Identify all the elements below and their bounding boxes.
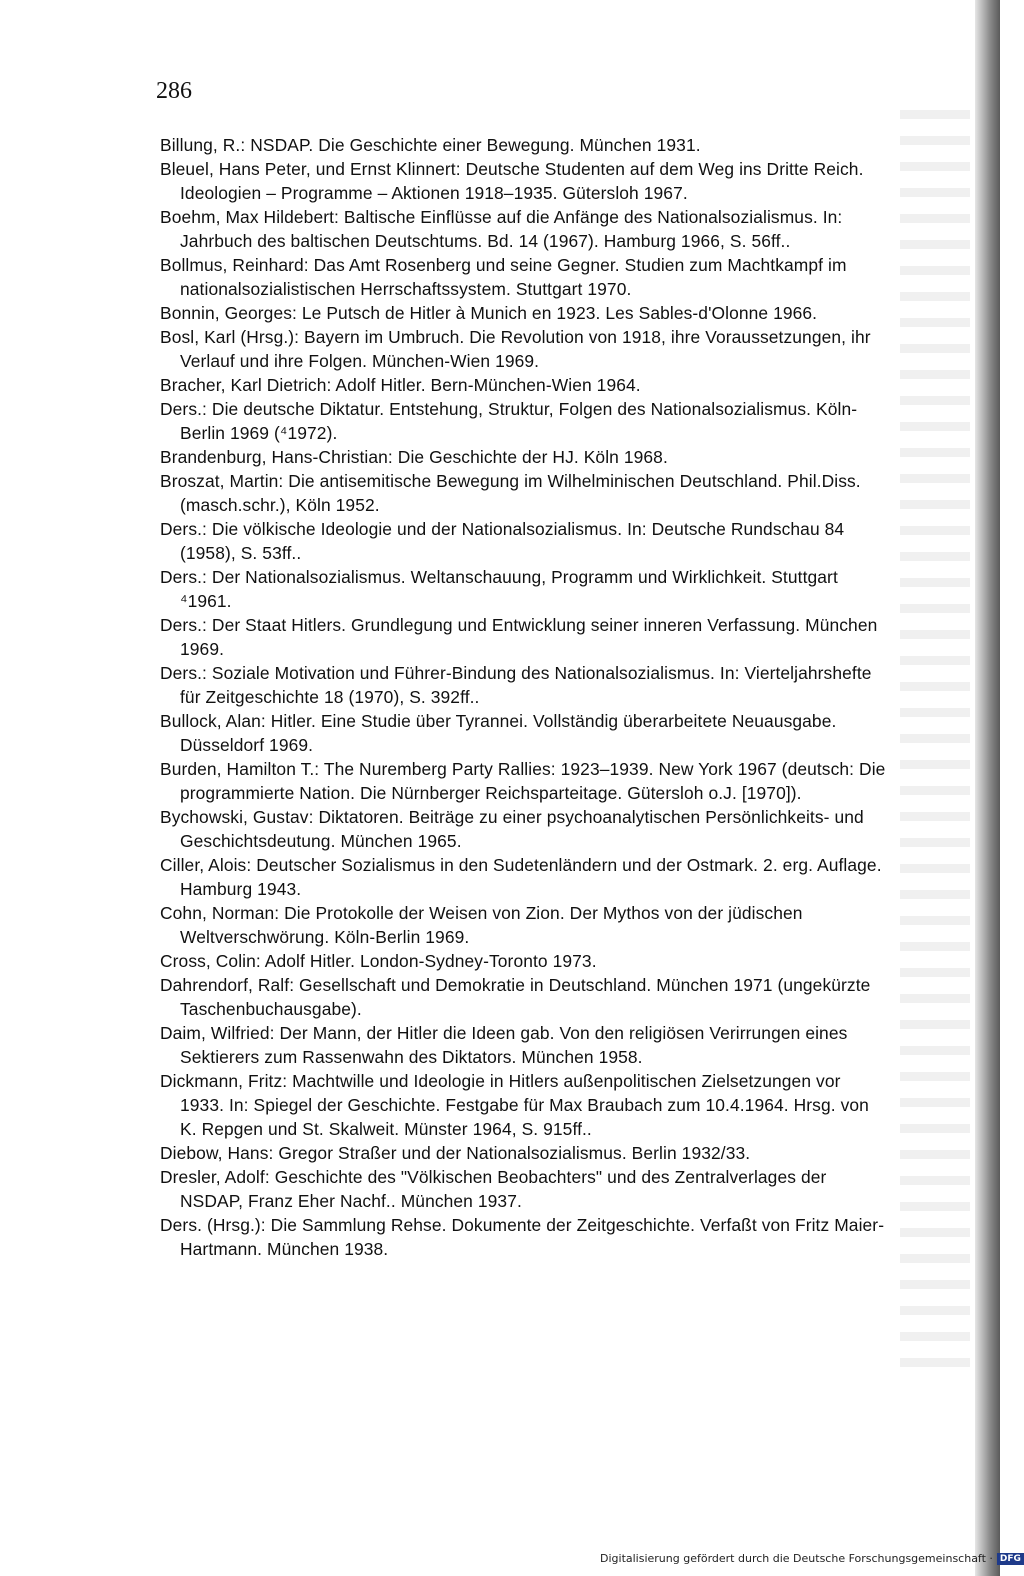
bibliography-entry: Cross, Colin: Adolf Hitler. London-Sydney-Toronto 1973. (160, 951, 597, 971)
bibliography-entry: Ders.: Der Nationalsozialismus. Weltanschauung, Programm und Wirklichkeit. Stuttgart ⁴1961. (160, 567, 838, 611)
bibliography-entry: Bychowski, Gustav: Diktatoren. Beiträge zu einer psychoanalytischen Persönlichkeits- und Geschichtsdeutung. München 1965. (160, 807, 864, 851)
bibliography-entry: Bracher, Karl Dietrich: Adolf Hitler. Bern-München-Wien 1964. (160, 375, 641, 395)
bibliography-entry: Boehm, Max Hildebert: Baltische Einflüsse auf die Anfänge des Nationalsozialismus. In: Jahrbuch des baltischen Deutschtums. Bd. 14 (1967). Hamburg 1966, S. 56ff.. (160, 207, 843, 251)
digitization-footer (600, 1552, 1024, 1565)
book-edge (975, 0, 1000, 1576)
bibliography-entry: Bonnin, Georges: Le Putsch de Hitler à Munich en 1923. Les Sables-d'Olonne 1966. (160, 303, 818, 323)
bibliography-entry: Bosl, Karl (Hrsg.): Bayern im Umbruch. Die Revolution von 1918, ihre Voraussetzungen, ihr Verlauf und ihre Folgen. München-Wien 1969. (160, 327, 871, 371)
show-through-text (900, 110, 970, 1380)
bibliography-entry: Burden, Hamilton T.: The Nuremberg Party Rallies: 1923–1939. New York 1967 (deutsch: Die programmierte Nation. Die Nürnberger Reichsparteitage. Gütersloh o.J. [1970]). (160, 759, 886, 803)
bibliography-entry: Ders.: Die völkische Ideologie und der Nationalsozialismus. In: Deutsche Rundschau 84 (1958), S. 53ff.. (160, 519, 845, 563)
bibliography-list (160, 133, 888, 1261)
bibliography-entry: Ciller, Alois: Deutscher Sozialismus in den Sudetenländern und der Ostmark. 2. erg. Auflage. Hamburg 1943. (160, 855, 882, 899)
bibliography-entry: Cohn, Norman: Die Protokolle der Weisen von Zion. Der Mythos von der jüdischen Weltverschwörung. Köln-Berlin 1969. (160, 903, 803, 947)
bibliography-entry: Bullock, Alan: Hitler. Eine Studie über Tyrannei. Vollständig überarbeitete Neuausgabe. Düsseldorf 1969. (160, 711, 837, 755)
bibliography-entry: Dahrendorf, Ralf: Gesellschaft und Demokratie in Deutschland. München 1971 (ungekürzte Taschenbuchausgabe). (160, 975, 871, 1019)
page-number: 286 (156, 78, 192, 104)
bibliography-entry: Ders.: Die deutsche Diktatur. Entstehung, Struktur, Folgen des Nationalsozialismus. Köln-Berlin 1969 (⁴1972). (160, 399, 858, 443)
bibliography-entry: Dresler, Adolf: Geschichte des "Völkischen Beobachters" und des Zentralverlages der NSDAP, Franz Eher Nachf.. München 1937. (160, 1167, 827, 1211)
bibliography-entry: Bollmus, Reinhard: Das Amt Rosenberg und seine Gegner. Studien zum Machtkampf im nationalsozialistischen Herrschaftssystem. Stuttgart 1970. (160, 255, 847, 299)
dfg-logo: DFG (997, 1553, 1024, 1565)
bibliography-entry: Dickmann, Fritz: Machtwille und Ideologie in Hitlers außenpolitischen Zielsetzungen vor 1933. In: Spiegel der Geschichte. Festgabe für Max Braubach zum 10.4.1964. Hrsg. von K. Repgen und St. Skalweit. Münster 1964, S. 915ff.. (160, 1071, 869, 1139)
bibliography-entry: Bleuel, Hans Peter, und Ernst Klinnert: Deutsche Studenten auf dem Weg ins Dritte Reich. Ideologien – Programme – Aktionen 1918–1935. Gütersloh 1967. (160, 159, 864, 203)
bibliography-entry: Ders. (Hrsg.): Die Sammlung Rehse. Dokumente der Zeitgeschichte. Verfaßt von Fritz Maier-Hartmann. München 1938. (160, 1215, 885, 1259)
bibliography-entry: Daim, Wilfried: Der Mann, der Hitler die Ideen gab. Von den religiösen Verirrungen eines Sektierers zum Rassenwahn des Diktators. München 1958. (160, 1023, 848, 1067)
bibliography-entry: Billung, R.: NSDAP. Die Geschichte einer Bewegung. München 1931. (160, 135, 701, 155)
bibliography-entry: Ders.: Der Staat Hitlers. Grundlegung und Entwicklung seiner inneren Verfassung. München 1969. (160, 615, 878, 659)
bibliography-entry: Diebow, Hans: Gregor Straßer und der Nationalsozialismus. Berlin 1932/33. (160, 1143, 751, 1163)
bibliography-entry: Brandenburg, Hans-Christian: Die Geschichte der HJ. Köln 1968. (160, 447, 668, 467)
bibliography-entry: Broszat, Martin: Die antisemitische Bewegung im Wilhelminischen Deutschland. Phil.Diss. (masch.schr.), Köln 1952. (160, 471, 861, 515)
bibliography-entry: Ders.: Soziale Motivation und Führer-Bindung des Nationalsozialismus. In: Vierteljahrshefte für Zeitgeschichte 18 (1970), S. 392ff.. (160, 663, 872, 707)
footer-text: Digitalisierung gefördert durch die Deutsche Forschungsgemeinschaft · (600, 1552, 993, 1565)
